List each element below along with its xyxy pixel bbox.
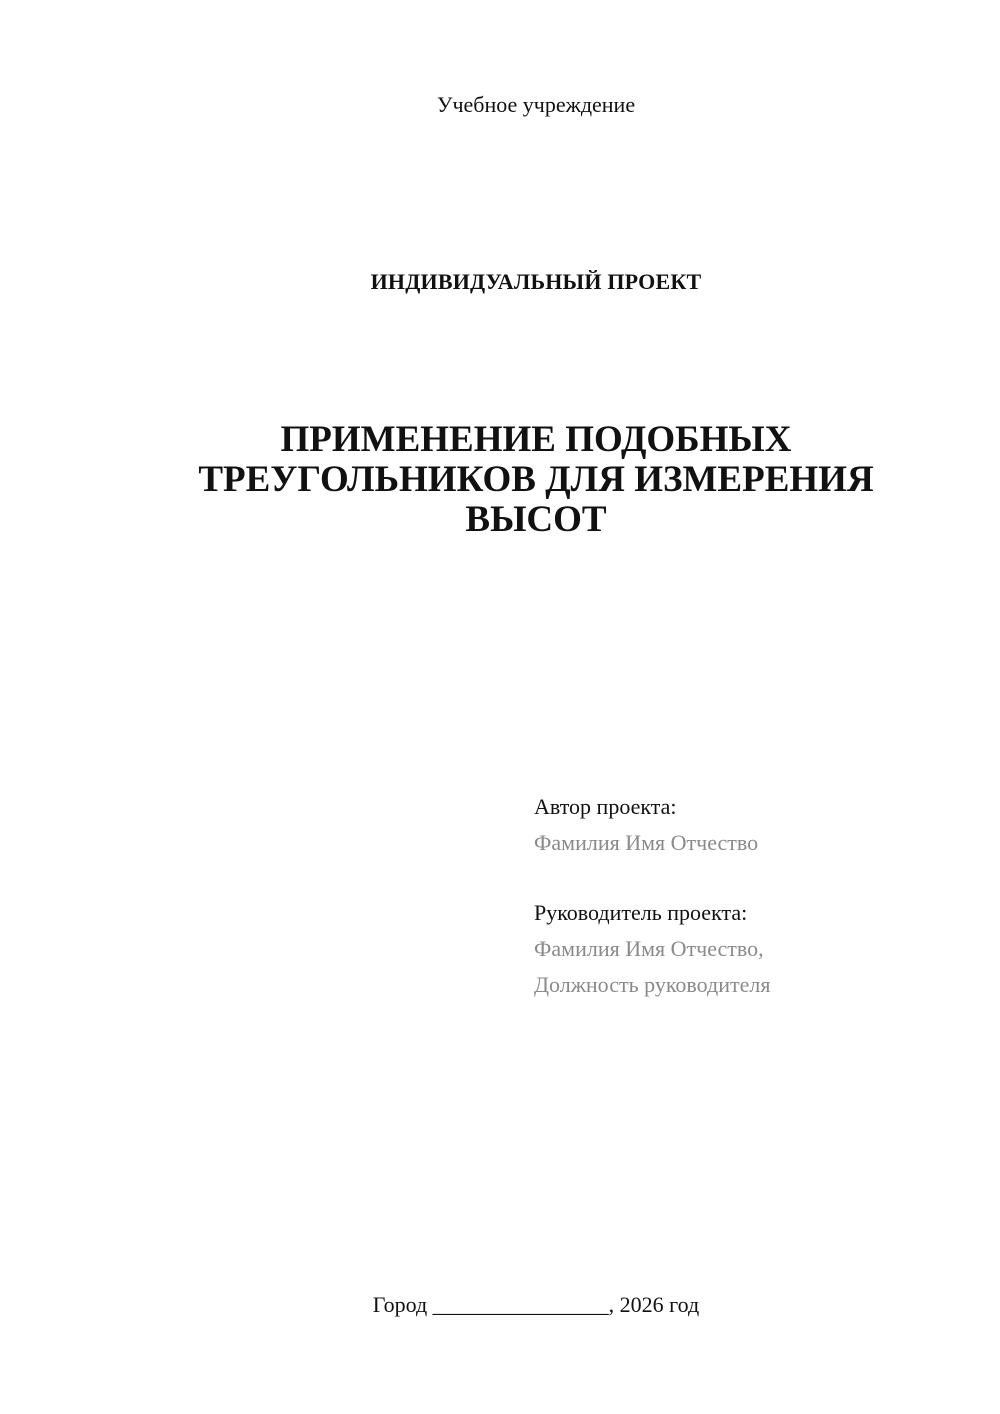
supervisor-label: Руководитель проекта: — [534, 900, 748, 925]
supervisor-position: Должность руководителя — [534, 972, 771, 997]
project-title-line: ВЫСОТ — [465, 499, 607, 540]
project-title — [0, 420, 1000, 540]
institution-name: Учебное учреждение — [436, 92, 636, 117]
project-title-line: ТРЕУГОЛЬНИКОВ ДЛЯ ИЗМЕРЕНИЯ — [198, 459, 874, 500]
author-name: Фамилия Имя Отчество — [534, 830, 759, 855]
supervisor-name: Фамилия Имя Отчество, — [534, 936, 764, 961]
project-title-line: ПРИМЕНЕНИЕ ПОДОБНЫХ — [280, 419, 792, 460]
author-label: Автор проекта: — [534, 794, 677, 819]
city-year-line: Город ________________, 2026 год — [372, 1292, 700, 1317]
credits-block — [534, 789, 974, 1003]
document-type: ИНДИВИДУАЛЬНЫЙ ПРОЕКТ — [370, 269, 702, 294]
